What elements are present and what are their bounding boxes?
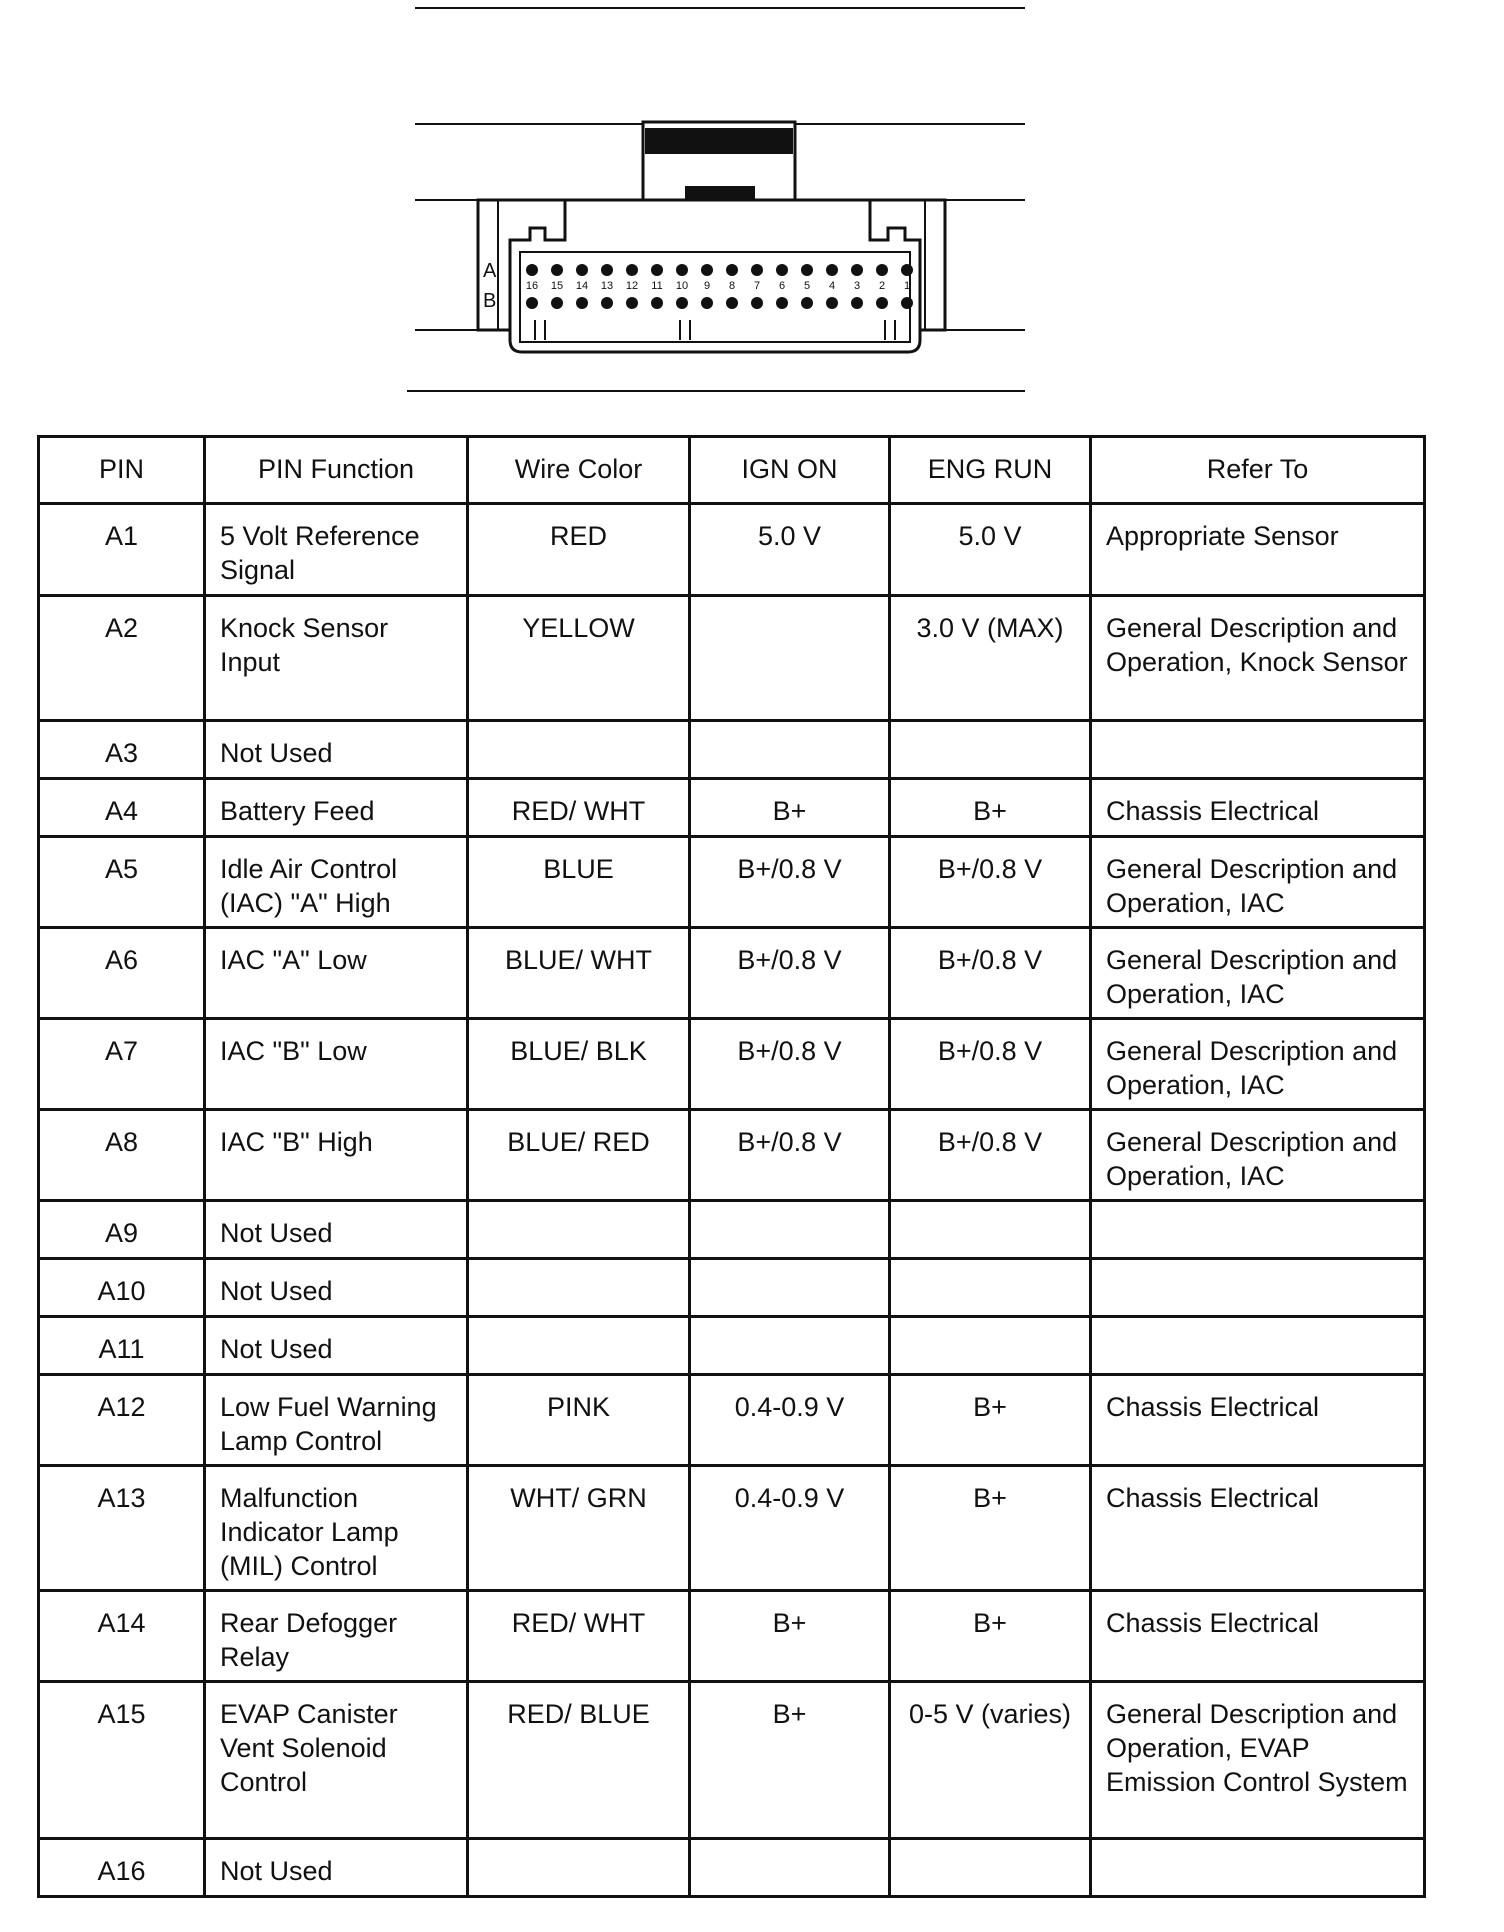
function-cell: Not Used: [205, 721, 468, 779]
eng-run-cell: B+/0.8 V: [890, 837, 1091, 928]
row-label-b: B: [483, 290, 497, 312]
table-row: [39, 1591, 1425, 1682]
refer-to-cell: General Description and Operation, EVAP Emission Control System: [1091, 1682, 1425, 1839]
pin-cell: A16: [39, 1839, 205, 1897]
svg-text:16: 16: [525, 280, 539, 292]
function-cell: IAC "A" Low: [205, 928, 468, 1019]
pin-cell: A13: [39, 1466, 205, 1591]
table-row: [39, 596, 1425, 721]
ign-on-cell: [690, 596, 890, 721]
eng-run-cell: [890, 1201, 1091, 1259]
table-row: [39, 504, 1425, 596]
pin-cell: A10: [39, 1259, 205, 1317]
function-cell: Idle Air Control (IAC) "A" High: [205, 837, 468, 928]
table-row: [39, 779, 1425, 837]
ign-on-cell: [690, 1317, 890, 1375]
pin-cell: A1: [39, 504, 205, 596]
svg-text:4: 4: [828, 280, 836, 292]
svg-text:11: 11: [651, 280, 663, 292]
pin-cell: A6: [39, 928, 205, 1019]
wire-color-cell: BLUE/ BLK: [468, 1019, 690, 1110]
header-pin: PIN: [39, 437, 205, 504]
table-row: [39, 1110, 1425, 1201]
refer-to-cell: Appropriate Sensor: [1091, 504, 1425, 596]
svg-text:14: 14: [575, 280, 589, 292]
refer-to-cell: General Description and Operation, Knock Sensor: [1091, 596, 1425, 721]
function-cell: EVAP Canister Vent Solenoid Control: [205, 1682, 468, 1839]
eng-run-cell: [890, 721, 1091, 779]
wire-color-cell: [468, 721, 690, 779]
svg-text:12: 12: [625, 280, 639, 292]
eng-run-cell: B+/0.8 V: [890, 1019, 1091, 1110]
wire-color-cell: BLUE/ RED: [468, 1110, 690, 1201]
ign-on-cell: B+: [690, 1591, 890, 1682]
wire-color-cell: BLUE/ WHT: [468, 928, 690, 1019]
refer-to-cell: Chassis Electrical: [1091, 779, 1425, 837]
eng-run-cell: 5.0 V: [890, 504, 1091, 596]
eng-run-cell: B+: [890, 779, 1091, 837]
table-row: [39, 837, 1425, 928]
pin-cell: A3: [39, 721, 205, 779]
ign-on-cell: B+/0.8 V: [690, 1110, 890, 1201]
header-wire-color: Wire Color: [468, 437, 690, 504]
header-ign-on: IGN ON: [690, 437, 890, 504]
wire-color-cell: YELLOW: [468, 596, 690, 721]
ign-on-cell: B+/0.8 V: [690, 928, 890, 1019]
table-row: [39, 928, 1425, 1019]
table-row: [39, 1839, 1425, 1897]
wire-color-cell: [468, 1259, 690, 1317]
table-row: [39, 1682, 1425, 1839]
table-row: [39, 721, 1425, 779]
refer-to-cell: General Description and Operation, IAC: [1091, 928, 1425, 1019]
ign-on-cell: B+: [690, 779, 890, 837]
wire-color-cell: RED/ WHT: [468, 1591, 690, 1682]
wire-color-cell: BLUE: [468, 837, 690, 928]
table-row: [39, 1259, 1425, 1317]
eng-run-cell: B+/0.8 V: [890, 1110, 1091, 1201]
svg-text:7: 7: [753, 280, 761, 292]
refer-to-cell: General Description and Operation, IAC: [1091, 837, 1425, 928]
ign-on-cell: 0.4-0.9 V: [690, 1466, 890, 1591]
refer-to-cell: [1091, 1317, 1425, 1375]
eng-run-cell: 3.0 V (MAX): [890, 596, 1091, 721]
function-cell: IAC "B" Low: [205, 1019, 468, 1110]
refer-to-cell: [1091, 1259, 1425, 1317]
function-cell: Rear Defogger Relay: [205, 1591, 468, 1682]
refer-to-cell: [1091, 1201, 1425, 1259]
pin-cell: A5: [39, 837, 205, 928]
connector-diagram: [0, 0, 1504, 420]
pin-cell: A15: [39, 1682, 205, 1839]
pin-cell: A7: [39, 1019, 205, 1110]
wire-color-cell: [468, 1317, 690, 1375]
eng-run-cell: B+: [890, 1591, 1091, 1682]
eng-run-cell: 0-5 V (varies): [890, 1682, 1091, 1839]
refer-to-cell: Chassis Electrical: [1091, 1591, 1425, 1682]
ign-on-cell: B+: [690, 1682, 890, 1839]
ign-on-cell: 5.0 V: [690, 504, 890, 596]
header-refer-to: Refer To: [1091, 437, 1425, 504]
eng-run-cell: B+/0.8 V: [890, 928, 1091, 1019]
wire-color-cell: [468, 1839, 690, 1897]
wire-color-cell: PINK: [468, 1375, 690, 1466]
function-cell: Battery Feed: [205, 779, 468, 837]
function-cell: Low Fuel Warning Lamp Control: [205, 1375, 468, 1466]
function-cell: 5 Volt Reference Signal: [205, 504, 468, 596]
table-row: [39, 1019, 1425, 1110]
svg-text:6: 6: [778, 280, 786, 292]
pin-cell: A2: [39, 596, 205, 721]
svg-text:9: 9: [703, 280, 711, 292]
header-pin-function: PIN Function: [205, 437, 468, 504]
wire-color-cell: RED: [468, 504, 690, 596]
eng-run-cell: [890, 1259, 1091, 1317]
table-row: [39, 1375, 1425, 1466]
table-row: [39, 1201, 1425, 1259]
pin-cell: A8: [39, 1110, 205, 1201]
table-header-row: [39, 437, 1425, 504]
refer-to-cell: Chassis Electrical: [1091, 1466, 1425, 1591]
wire-color-cell: WHT/ GRN: [468, 1466, 690, 1591]
eng-run-cell: B+: [890, 1375, 1091, 1466]
function-cell: Not Used: [205, 1259, 468, 1317]
function-cell: Not Used: [205, 1201, 468, 1259]
pin-cell: A4: [39, 779, 205, 837]
refer-to-cell: Chassis Electrical: [1091, 1375, 1425, 1466]
table-row: [39, 1317, 1425, 1375]
pin-cell: A14: [39, 1591, 205, 1682]
svg-text:13: 13: [600, 280, 614, 292]
eng-run-cell: B+: [890, 1466, 1091, 1591]
refer-to-cell: [1091, 721, 1425, 779]
function-cell: Not Used: [205, 1317, 468, 1375]
pin-table: [37, 435, 1426, 1898]
svg-text:8: 8: [728, 280, 736, 292]
svg-text:1: 1: [903, 280, 911, 292]
ign-on-cell: [690, 721, 890, 779]
ign-on-cell: [690, 1201, 890, 1259]
table-row: [39, 1466, 1425, 1591]
svg-text:10: 10: [675, 280, 689, 292]
svg-text:3: 3: [853, 280, 861, 292]
wire-color-cell: [468, 1201, 690, 1259]
ign-on-cell: B+/0.8 V: [690, 837, 890, 928]
refer-to-cell: General Description and Operation, IAC: [1091, 1019, 1425, 1110]
ign-on-cell: B+/0.8 V: [690, 1019, 890, 1110]
function-cell: Malfunction Indicator Lamp (MIL) Control: [205, 1466, 468, 1591]
pin-cell: A11: [39, 1317, 205, 1375]
wire-color-cell: RED/ BLUE: [468, 1682, 690, 1839]
header-eng-run: ENG RUN: [890, 437, 1091, 504]
function-cell: Not Used: [205, 1839, 468, 1897]
refer-to-cell: [1091, 1839, 1425, 1897]
ign-on-cell: [690, 1259, 890, 1317]
function-cell: Knock Sensor Input: [205, 596, 468, 721]
svg-text:2: 2: [878, 280, 886, 292]
eng-run-cell: [890, 1839, 1091, 1897]
wire-color-cell: RED/ WHT: [468, 779, 690, 837]
svg-text:5: 5: [803, 280, 811, 292]
pin-cell: A12: [39, 1375, 205, 1466]
ign-on-cell: 0.4-0.9 V: [690, 1375, 890, 1466]
pin-cell: A9: [39, 1201, 205, 1259]
eng-run-cell: [890, 1317, 1091, 1375]
function-cell: IAC "B" High: [205, 1110, 468, 1201]
ign-on-cell: [690, 1839, 890, 1897]
svg-text:15: 15: [550, 280, 564, 292]
row-label-a: A: [483, 260, 497, 282]
refer-to-cell: General Description and Operation, IAC: [1091, 1110, 1425, 1201]
